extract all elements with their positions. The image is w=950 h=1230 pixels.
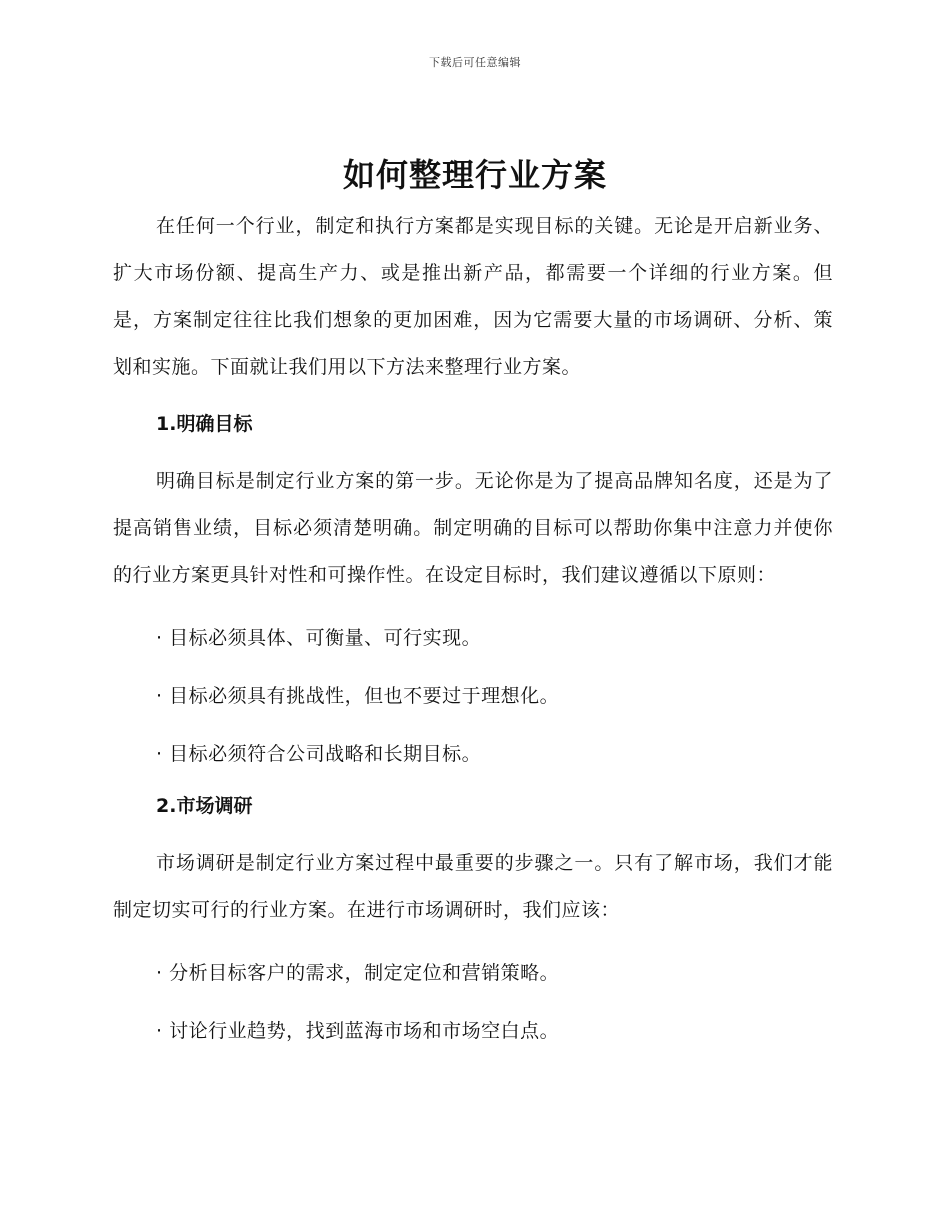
list-item: · 目标必须具体、可衡量、可行实现。 (156, 627, 482, 649)
section-heading: 1.明确目标 (156, 413, 253, 435)
list-item: · 讨论行业趋势，找到蓝海市场和市场空白点。 (156, 1020, 560, 1042)
document-title: 如何整理行业方案 (342, 156, 607, 194)
section-paragraph: 市场调研是制定行业方案过程中最重要的步骤之一。只有了解市场，我们才能制定切实可行的行业方案。在进行市场调研时，我们应该： (113, 852, 833, 921)
intro-paragraph: 在任何一个行业，制定和执行方案都是实现目标的关键。无论是开启新业务、扩大市场份额、提高生产力、或是推出新产品，都需要一个详细的行业方案。但是，方案制定往往比我们想象的更加困难，因为它需要大量的市场调研、分析、策划和实施。下面就让我们用以下方法来整理行业方案。 (113, 215, 833, 378)
list-item: · 目标必须符合公司战略和长期目标。 (156, 743, 482, 765)
section-heading: 2.市场调研 (156, 795, 253, 817)
list-item: · 分析目标客户的需求，制定定位和营销策略。 (156, 962, 560, 984)
section-market-research (113, 783, 833, 1060)
header-note: 下载后可任意编辑 (429, 56, 521, 69)
section-goals (113, 401, 833, 783)
document-body (113, 203, 833, 1060)
section-paragraph: 明确目标是制定行业方案的第一步。无论你是为了提高品牌知名度，还是为了提高销售业绩，目标必须清楚明确。制定明确的目标可以帮助你集中注意力并使你的行业方案更具针对性和可操作性。在设定目标时，我们建议遵循以下原则： (113, 470, 833, 586)
list-item: · 目标必须具有挑战性，但也不要过于理想化。 (156, 685, 560, 707)
